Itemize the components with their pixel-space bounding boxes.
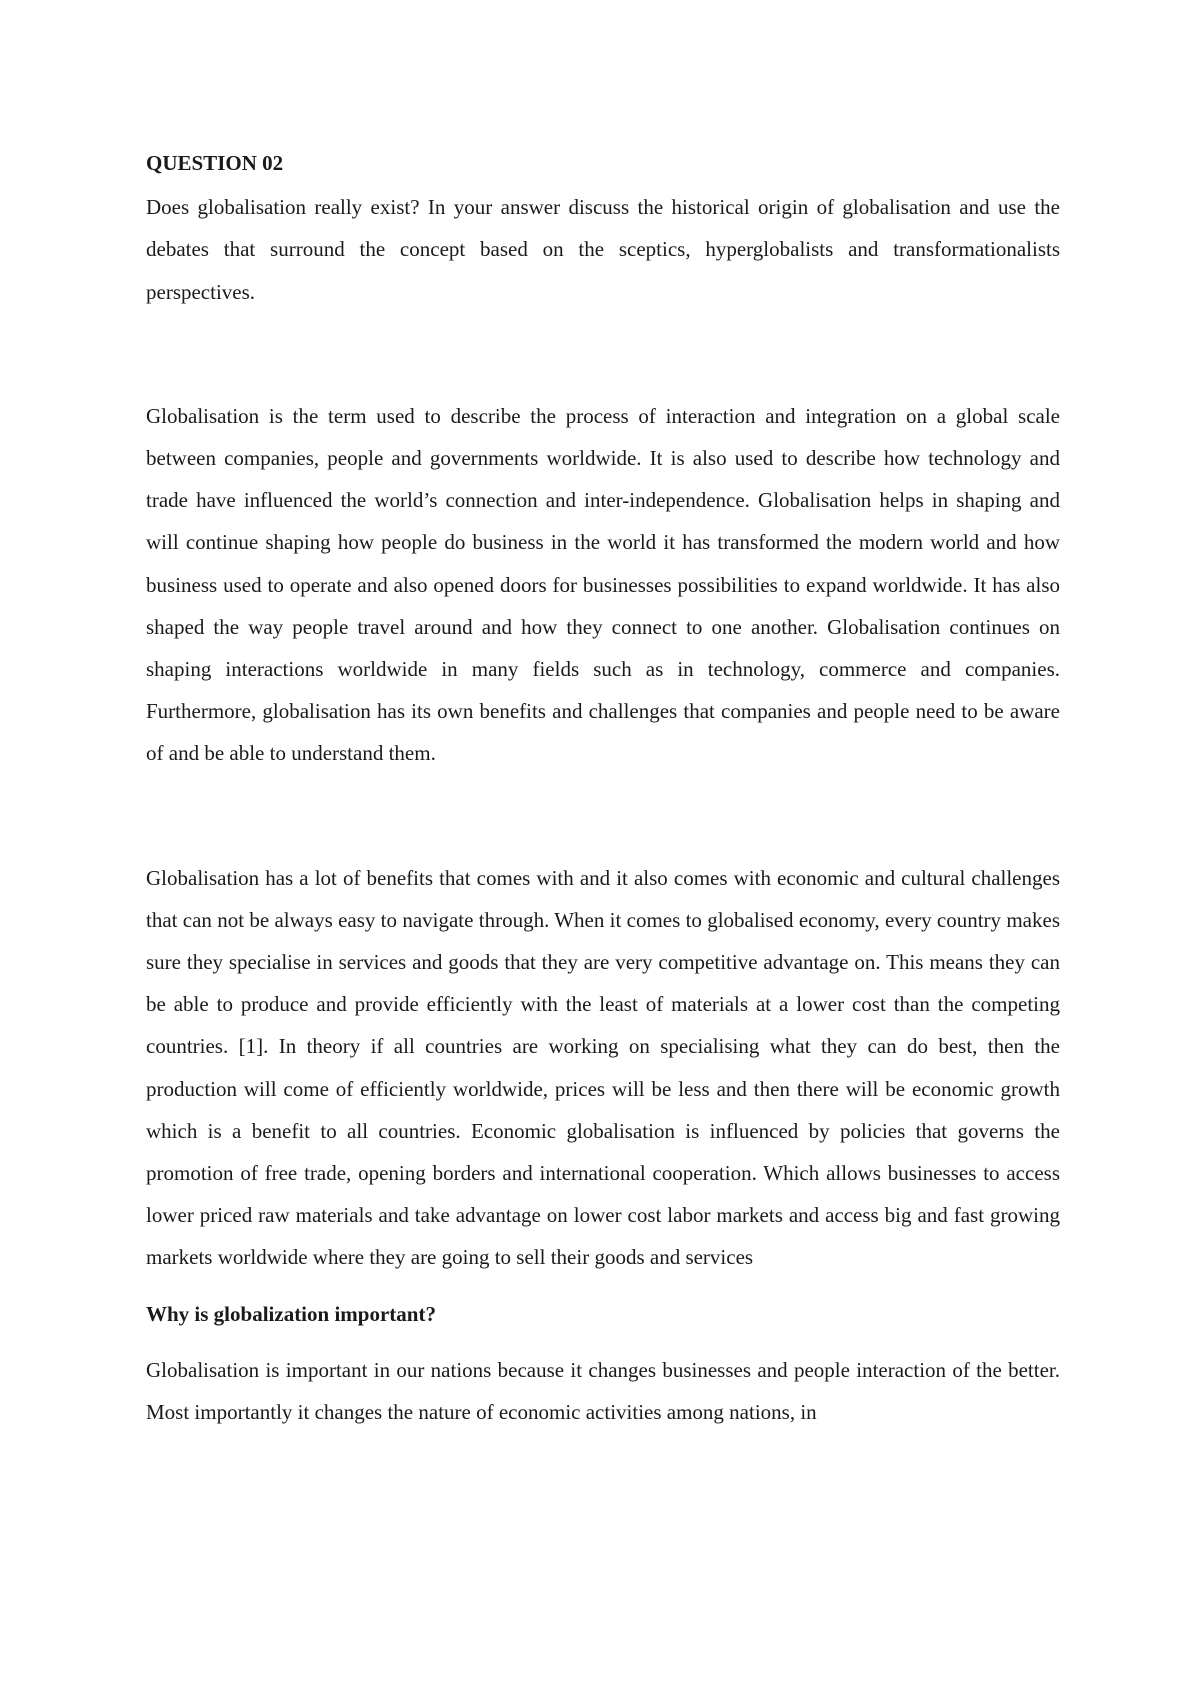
question-heading: QUESTION 02 (146, 151, 284, 175)
section-subheading: Why is globalization important? (146, 1301, 436, 1326)
paragraph-benefits: Globalisation has a lot of benefits that comes with and it also comes with economic and cultural challenges that can not be always easy to navigate through. When it comes to globalised economy, every country makes sure they specialise in services and goods that they are very competitive advantage on. This means they can be able to produce and provide efficiently with the least of materials at a lower cost than the competing countries. [1]. In theory if all countries are working on specialising what they can do best, then the production will come of efficiently worldwide, prices will be less and then there will be economic growth which is a benefit to all countries. Economic globalisation is influenced by policies that governs the promotion of free trade, opening borders and international cooperation. Which allows businesses to access lower priced raw materials and take advantage on lower cost labor markets and access big and fast growing markets worldwide where they are going to sell their goods and services (146, 865, 1060, 1270)
document-body (146, 142, 1060, 1433)
paragraph-importance: Globalisation is important in our nations because it changes businesses and people interaction of the better. Most importantly it changes the nature of economic activities among nations, in (146, 1357, 1060, 1425)
paragraph-definition: Globalisation is the term used to describe the process of interaction and integration on a global scale between companies, people and governments worldwide. It is also used to describe how technology and trade have influenced the world’s connection and inter-independence. Globalisation helps in shaping and will continue shaping how people do business in the world it has transformed the modern world and how business used to operate and also opened doors for businesses possibilities to expand worldwide. It has also shaped the way people travel around and how they connect to one another. Globalisation continues on shaping interactions worldwide in many fields such as in technology, commerce and companies. Furthermore, globalisation has its own benefits and challenges that companies and people need to be aware of and be able to understand them. (146, 403, 1060, 766)
question-text: Does globalisation really exist? In your answer discuss the historical origin of globalisation and use the debates that surround the concept based on the sceptics, hyperglobalists and transformationalists perspectives. (146, 195, 1060, 304)
